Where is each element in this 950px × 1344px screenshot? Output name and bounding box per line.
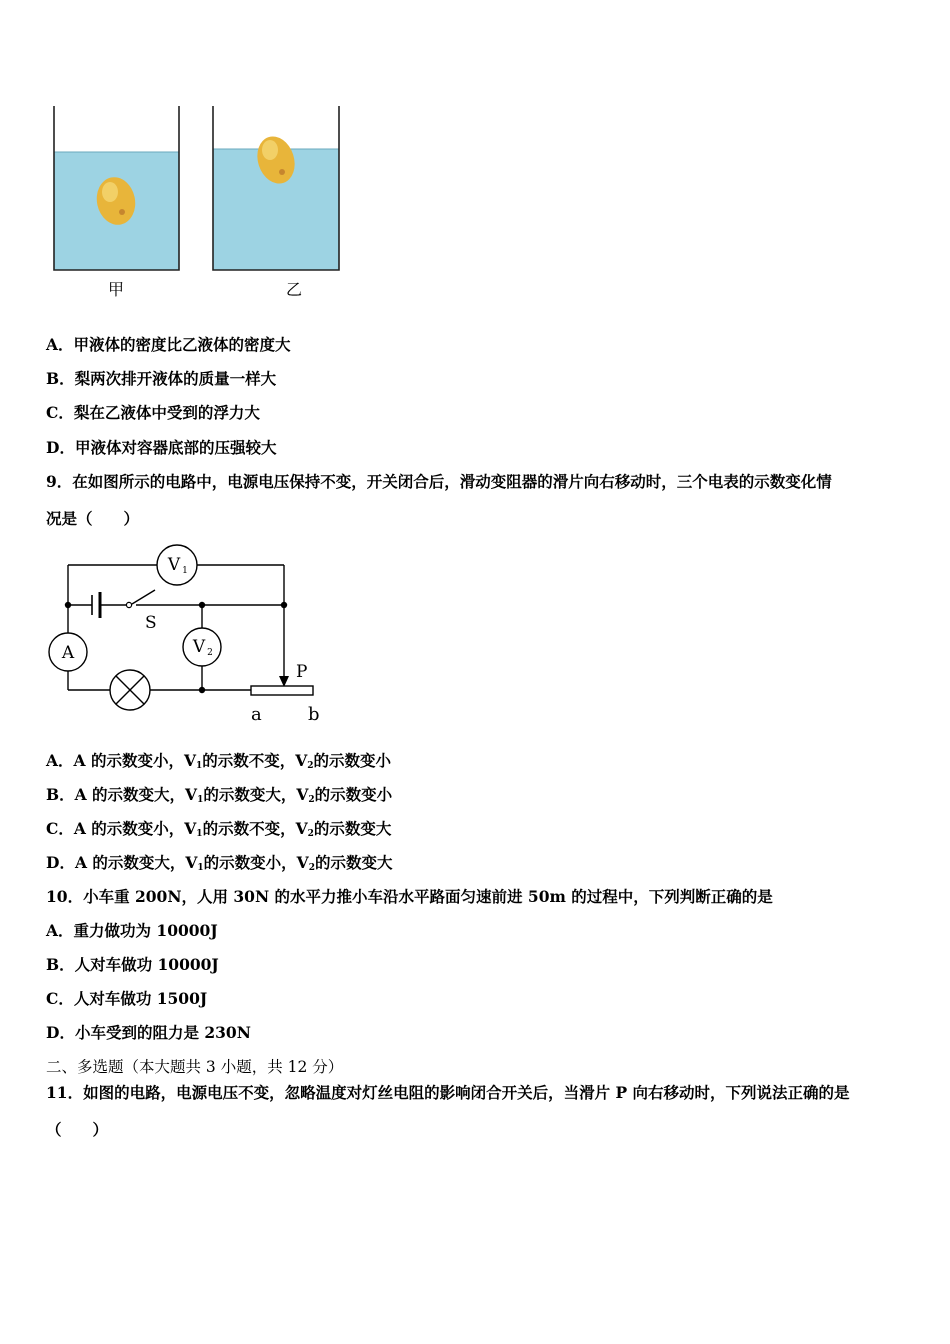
q11-stem-line1: 11．如图的电路，电源电压不变，忽略温度对灯丝电阻的影响闭合开关后，当滑片 P 向右移动时，下列说法正确的是 [46, 1083, 850, 1102]
switch-label: S [145, 613, 157, 633]
q10-stem: 10．小车重 200N，人用 30N 的水平力推小车沿水平路面匀速前进 50m 的过程中，下列判断正确的是 [46, 887, 773, 906]
q10-option-a: A．重力做功为 10000J [46, 921, 218, 940]
section-heading-multi-choice: 二、多选题（本大题共 3 小题，共 12 分） [46, 1058, 344, 1076]
voltmeter-v1 [157, 545, 197, 585]
rheostat-end-a: a [251, 704, 262, 725]
q9-option-c: C．A 的示数变小，$V_1$的示数不变，$V_2$的示数变大 [46, 819, 392, 839]
q8-option-d: D．甲液体对容器底部的压强较大 [46, 438, 277, 457]
q11-stem-line2: （ ） [46, 1120, 109, 1139]
q9-option-b: B．A 的示数变大，$V_1$的示数变大，$V_2$的示数变小 [46, 785, 393, 805]
beaker-label-right: 乙 [285, 280, 303, 299]
svg-text:2: 2 [207, 648, 213, 658]
q10-option-b: B．人对车做功 10000J [46, 955, 219, 974]
q9-option-d: D．A 的示数变大，$V_1$的示数变小，$V_2$的示数变大 [46, 853, 393, 873]
beaker-label-left: 甲 [107, 280, 125, 299]
q9-stem-line2: 况是（ ） [46, 509, 140, 528]
q8-option-c: C．梨在乙液体中受到的浮力大 [46, 403, 260, 422]
ammeter [49, 633, 87, 671]
q10-option-c: C．人对车做功 1500J [46, 989, 208, 1008]
q10-option-d: D．小车受到的阻力是 230N [46, 1023, 251, 1042]
svg-text:1: 1 [182, 566, 188, 576]
svg-text:V: V [192, 637, 206, 657]
q9-stem-line1: 9．在如图所示的电路中，电源电压保持不变，开关闭合后，滑动变阻器的滑片向右移动时，三个电表的示数变化情 [46, 472, 832, 491]
slider-label: P [296, 662, 308, 682]
q8-option-a: A．甲液体的密度比乙液体的密度大 [46, 335, 291, 354]
svg-text:A: A [61, 643, 75, 663]
voltmeter-v2 [183, 628, 221, 666]
svg-text:V: V [167, 555, 181, 575]
lamp-icon [110, 670, 150, 710]
rheostat-end-b: b [308, 704, 320, 725]
q9-option-a: A．A 的示数变小，$V_1$的示数不变，$V_2$的示数变小 [46, 751, 392, 771]
beaker-right [213, 106, 339, 270]
pear-beaker-figure [40, 100, 360, 310]
q8-option-b: B．梨两次排开液体的质量一样大 [46, 369, 277, 388]
beaker-left [54, 106, 179, 270]
circuit-diagram-q9 [40, 540, 340, 730]
